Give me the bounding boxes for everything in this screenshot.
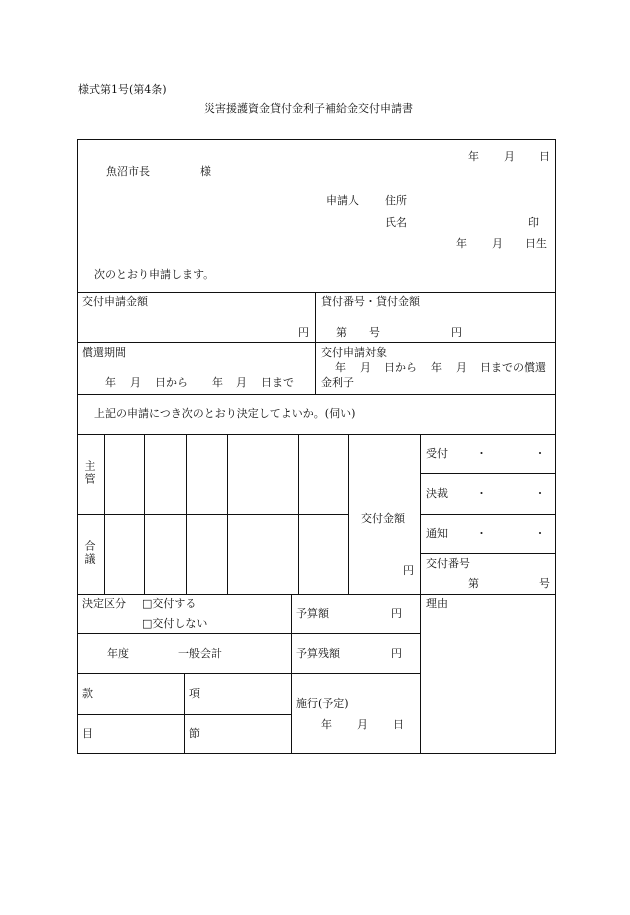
date-year: 年 [468, 150, 479, 163]
budget-remaining-label: 予算残額 [296, 647, 340, 660]
loan-no-prefix: 第 [336, 326, 347, 339]
setsu-label: 節 [189, 727, 200, 740]
loan-no-suffix: 号 [369, 326, 380, 339]
amount-label: 交付申請金額 [82, 295, 148, 308]
received-label: 受付 [426, 447, 448, 460]
period-to-year: 年 [212, 376, 223, 389]
target-to-day: 日までの償還 [480, 361, 546, 374]
moku-label: 目 [82, 727, 93, 740]
council-label: 合議 [83, 540, 96, 566]
target-from-year: 年 [335, 361, 346, 374]
period-from-month: 月 [130, 376, 141, 389]
name-label: 氏名 [385, 216, 407, 229]
execution-label: 施行(予定) [296, 697, 349, 710]
approved-label: 決裁 [426, 487, 448, 500]
budget-unit: 円 [391, 607, 402, 620]
main-dept-label: 主管 [83, 460, 96, 486]
birth-year: 年 [456, 237, 467, 250]
period-to-month: 月 [236, 376, 247, 389]
target-to-month: 月 [456, 361, 467, 374]
birth-month: 月 [492, 237, 503, 250]
budget-label: 予算額 [296, 607, 329, 620]
form-title: 災害援護資金貸付金利子補給金交付申請書 [204, 102, 413, 115]
period-to-day: 日まで [261, 376, 294, 389]
grant-amount-label: 交付金額 [361, 512, 405, 525]
budget-remaining-unit: 円 [391, 647, 402, 660]
date-day: 日 [539, 150, 550, 163]
execution-month: 月 [357, 718, 368, 731]
reason-label: 理由 [426, 597, 448, 610]
approved-date: ・ ・ [476, 487, 568, 500]
target-label: 交付申請対象 [321, 346, 387, 359]
grant-unit: 円 [403, 564, 414, 577]
execution-day: 日 [393, 718, 404, 731]
applicant-label: 申請人 [326, 194, 359, 207]
grant-no-prefix: 第 [468, 577, 479, 590]
loan-unit: 円 [451, 326, 462, 339]
birth-day: 日生 [525, 237, 547, 250]
seal-mark: 印 [528, 216, 539, 229]
request-text: 次のとおり申請します。 [94, 268, 215, 281]
general-account: 一般会計 [178, 647, 222, 660]
target-from-month: 月 [360, 361, 371, 374]
honorific: 様 [200, 165, 211, 178]
form-number: 様式第1号(第4条) [78, 83, 167, 96]
option-grant: □交付する [142, 597, 197, 610]
address-label: 住所 [385, 194, 407, 207]
option-no-grant: □交付しない [142, 617, 208, 630]
fiscal-year: 年度 [107, 647, 129, 660]
execution-year: 年 [321, 718, 332, 731]
grant-no-suffix: 号 [539, 577, 550, 590]
grant-no-label: 交付番号 [426, 557, 470, 570]
notified-label: 通知 [426, 527, 448, 540]
period-label: 償還期間 [82, 346, 126, 359]
target-tail: 金利子 [321, 376, 354, 389]
notified-date: ・ ・ [476, 527, 568, 540]
loan-label: 貸付番号・貸付金額 [321, 295, 420, 308]
addressee: 魚沼市長 [106, 165, 150, 178]
kan-label: 款 [82, 687, 93, 700]
date-month: 月 [504, 150, 515, 163]
target-to-year: 年 [431, 361, 442, 374]
amount-unit: 円 [298, 326, 309, 339]
kou-label: 項 [189, 687, 200, 700]
period-from-day: 日から [155, 376, 188, 389]
received-date: ・ ・ [476, 447, 568, 460]
period-from-year: 年 [105, 376, 116, 389]
target-from-day: 日から [384, 361, 417, 374]
inquiry-text: 上記の申請につき次のとおり決定してよいか。(伺い) [94, 407, 356, 420]
decision-class-label: 決定区分 [82, 597, 126, 610]
